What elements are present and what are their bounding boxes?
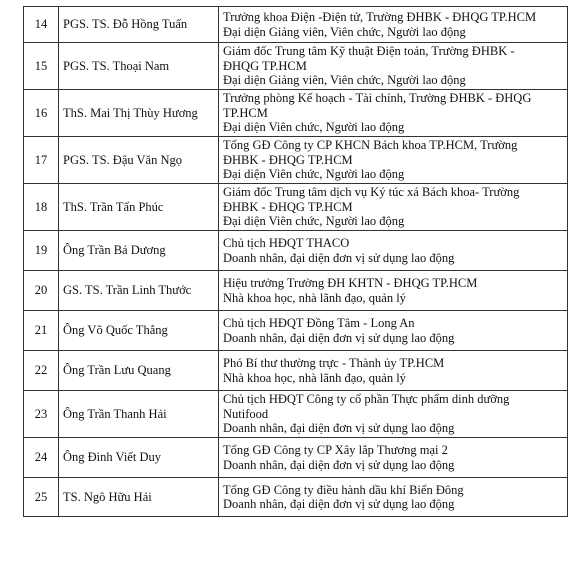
table-row <box>24 438 568 478</box>
table-row <box>24 311 568 351</box>
role-line: Trưởng phòng Kế hoạch - Tài chính, Trường ĐHBK - ĐHQG <box>223 91 532 106</box>
role-line: Hiệu trưởng Trường ĐH KHTN - ĐHQG TP.HCM <box>223 276 478 290</box>
member-role <box>219 184 568 231</box>
table-row <box>24 351 568 391</box>
role-line: Chủ tịch HĐQT Đồng Tâm - Long An <box>223 316 415 330</box>
role-line: ĐHBK - ĐHQG TP.HCM <box>223 199 353 214</box>
members-table-body <box>24 7 568 517</box>
member-name: ThS. Mai Thị Thùy Hương <box>59 90 219 137</box>
role-line: Đại diện Viên chức, Người lao động <box>223 167 405 182</box>
role-line: Đại diện Giảng viên, Viên chức, Người lao động <box>223 24 466 39</box>
row-number: 24 <box>24 438 59 478</box>
table-row <box>24 137 568 184</box>
member-role <box>219 438 568 478</box>
table-row <box>24 478 568 517</box>
role-line: Chủ tịch HĐQT Công ty cổ phần Thực phẩm dinh dưỡng <box>223 392 510 407</box>
role-line: TP.HCM <box>223 105 268 120</box>
row-number: 25 <box>24 478 59 517</box>
members-table <box>23 6 568 517</box>
row-number: 20 <box>24 271 59 311</box>
member-role <box>219 391 568 438</box>
role-line: Doanh nhân, đại diện đơn vị sử dụng lao động <box>223 330 455 345</box>
role-line: Tổng GĐ Công ty điều hành dầu khí Biển Đông <box>223 482 464 497</box>
member-role <box>219 231 568 271</box>
member-name: Ông Đinh Viết Duy <box>59 438 219 478</box>
member-role <box>219 43 568 90</box>
member-name: Ông Trần Thanh Hải <box>59 391 219 438</box>
role-line: Đại diện Viên chức, Người lao động <box>223 120 405 135</box>
row-number: 19 <box>24 231 59 271</box>
row-number: 18 <box>24 184 59 231</box>
table-row <box>24 231 568 271</box>
role-line: Doanh nhân, đại diện đơn vị sử dụng lao động <box>223 497 455 511</box>
table-row <box>24 271 568 311</box>
row-number: 14 <box>24 7 59 43</box>
role-line: Tổng GĐ Công ty CP Xây lắp Thương mại 2 <box>223 443 448 457</box>
role-line: Trưởng khoa Điện -Điện tử, Trường ĐHBK - ĐHQG TP.HCM <box>223 10 537 24</box>
member-name: Ông Võ Quốc Thắng <box>59 311 219 351</box>
row-number: 17 <box>24 137 59 184</box>
table-row <box>24 90 568 137</box>
member-role <box>219 311 568 351</box>
role-line: ĐHQG TP.HCM <box>223 58 307 73</box>
table-row <box>24 43 568 90</box>
role-line: Đại diện Viên chức, Người lao động <box>223 214 405 229</box>
member-name: PGS. TS. Đậu Văn Ngọ <box>59 137 219 184</box>
member-role <box>219 478 568 517</box>
role-line: Giám đốc Trung tâm Kỹ thuật Điện toán, Trường ĐHBK - <box>223 44 515 59</box>
row-number: 23 <box>24 391 59 438</box>
member-role <box>219 137 568 184</box>
role-line: Tổng GĐ Công ty CP KHCN Bách khoa TP.HCM, Trường <box>223 138 518 153</box>
table-row <box>24 184 568 231</box>
member-role <box>219 271 568 311</box>
table-row <box>24 7 568 43</box>
member-role <box>219 90 568 137</box>
member-name: Ông Trần Bá Dương <box>59 231 219 271</box>
member-name: ThS. Trần Tấn Phúc <box>59 184 219 231</box>
role-line: ĐHBK - ĐHQG TP.HCM <box>223 152 353 167</box>
role-line: Nutifood <box>223 406 269 421</box>
role-line: Doanh nhân, đại diện đơn vị sử dụng lao động <box>223 457 455 472</box>
role-line: Đại diện Giảng viên, Viên chức, Người lao động <box>223 73 466 88</box>
role-line: Nhà khoa học, nhà lãnh đạo, quản lý <box>223 370 406 385</box>
row-number: 15 <box>24 43 59 90</box>
member-name: PGS. TS. Thoại Nam <box>59 43 219 90</box>
table-row <box>24 391 568 438</box>
role-line: Giám đốc Trung tâm dịch vụ Ký túc xá Bách khoa- Trường <box>223 185 520 200</box>
role-line: Nhà khoa học, nhà lãnh đạo, quản lý <box>223 290 406 305</box>
member-role <box>219 7 568 43</box>
row-number: 16 <box>24 90 59 137</box>
row-number: 22 <box>24 351 59 391</box>
row-number: 21 <box>24 311 59 351</box>
role-line: Doanh nhân, đại diện đơn vị sử dụng lao động <box>223 421 455 436</box>
member-name: Ông Trần Lưu Quang <box>59 351 219 391</box>
member-role <box>219 351 568 391</box>
role-line: Phó Bí thư thường trực - Thành ủy TP.HCM <box>223 356 445 370</box>
member-name: PGS. TS. Đỗ Hồng Tuấn <box>59 7 219 43</box>
role-line: Chủ tịch HĐQT THACO <box>223 236 350 250</box>
member-name: TS. Ngô Hữu Hải <box>59 478 219 517</box>
role-line: Doanh nhân, đại diện đơn vị sử dụng lao động <box>223 250 455 265</box>
member-name: GS. TS. Trần Linh Thước <box>59 271 219 311</box>
